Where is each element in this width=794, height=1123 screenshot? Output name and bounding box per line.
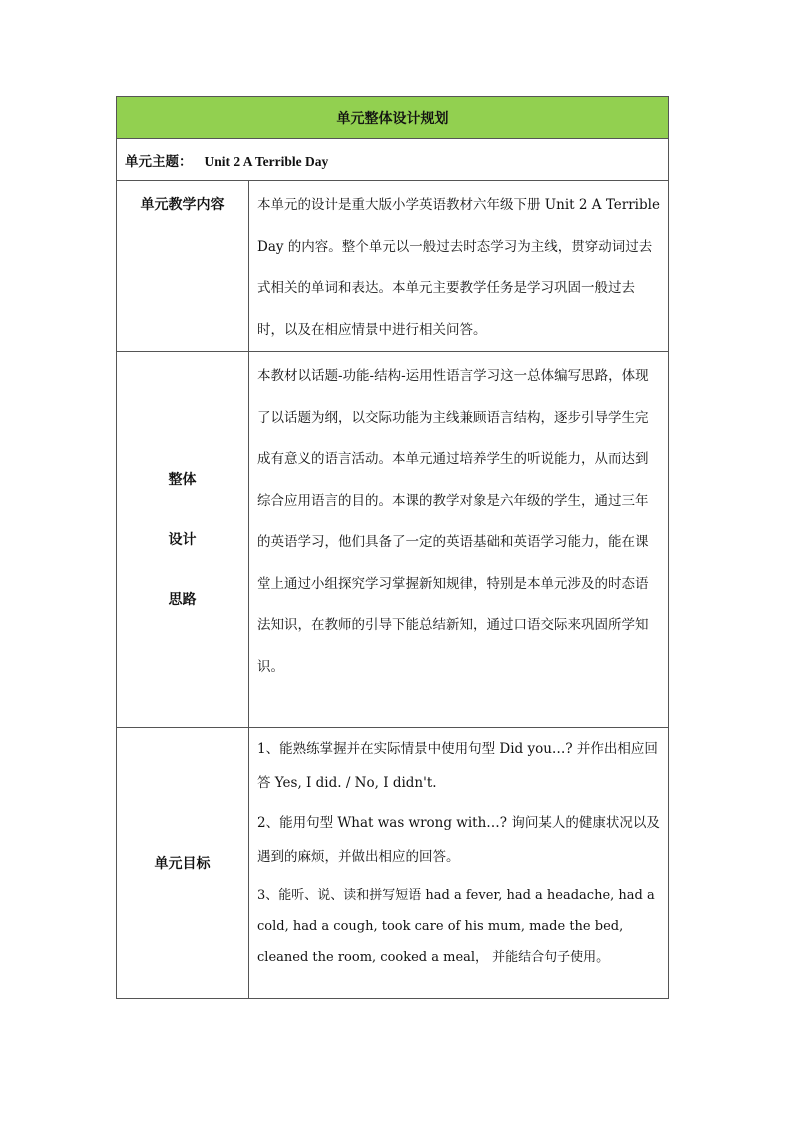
unit-theme-value: Unit 2 A Terrible Day xyxy=(204,153,329,169)
content-row xyxy=(117,181,669,352)
goals-label: 单元目标 xyxy=(117,728,249,999)
content-text: 本单元的设计是重大版小学英语教材六年级下册 Unit 2 A Terrible Day 的内容。整个单元以一般过去时态学习为主线，贯穿动词过去式相关的单词和表达。本单元主要教学任务是学习巩固一般过去时，以及在相应情景中进行相关问答。 xyxy=(249,181,669,352)
design-text: 本教材以话题-功能-结构-运用性语言学习这一总体编写思路，体现了以话题为纲，以交际功能为主线兼顾语言结构，逐步引导学生完成有意义的语言活动。本单元通过培养学生的听说能力，从而达到综合应用语言的目的。本课的教学对象是六年级的学生，通过三年的英语学习，他们具备了一定的英语基础和英语学习能力，能在课堂上通过小组探究学习掌握新知规律，特别是本单元涉及的时态语法知识，在教师的引导下能总结新知，通过口语交际来巩固所学知识。 xyxy=(249,352,669,728)
unit-theme-label: 单元主题： xyxy=(125,153,193,170)
unit-plan-table xyxy=(116,96,669,999)
unit-plan-sheet xyxy=(116,96,668,999)
design-label-line-1: 整体 xyxy=(168,471,197,488)
content-label: 单元教学内容 xyxy=(140,197,225,213)
design-label-cell xyxy=(117,352,249,728)
design-label xyxy=(117,450,248,630)
design-label-line-3: 思路 xyxy=(168,591,197,608)
goal-item-1: 1、能熟练掌握并在实际情景中使用句型 Did you…? 并作出相应回答 Yes, I did. / No, I didn't. xyxy=(257,741,658,791)
goal-item-2: 2、能用句型 What was wrong with…? 询问某人的健康状况以及遇到的麻烦，并做出相应的回答。 xyxy=(257,815,660,865)
goals-cell xyxy=(249,728,669,999)
design-row xyxy=(117,352,669,728)
goal-item-3: 3、能听、说、读和拼写短语 had a fever, had a headache, had a cold, had a cough, took care of his mum, made the bed, cleaned the room, cooked a meal， 并能结合句子使用。 xyxy=(257,888,655,965)
theme-row xyxy=(117,139,669,181)
table-title: 单元整体设计规划 xyxy=(117,97,669,139)
content-label-cell xyxy=(117,181,249,352)
goals-row xyxy=(117,728,669,999)
unit-theme-cell xyxy=(117,139,669,181)
header-row xyxy=(117,97,669,139)
design-label-line-2: 设计 xyxy=(168,531,197,548)
